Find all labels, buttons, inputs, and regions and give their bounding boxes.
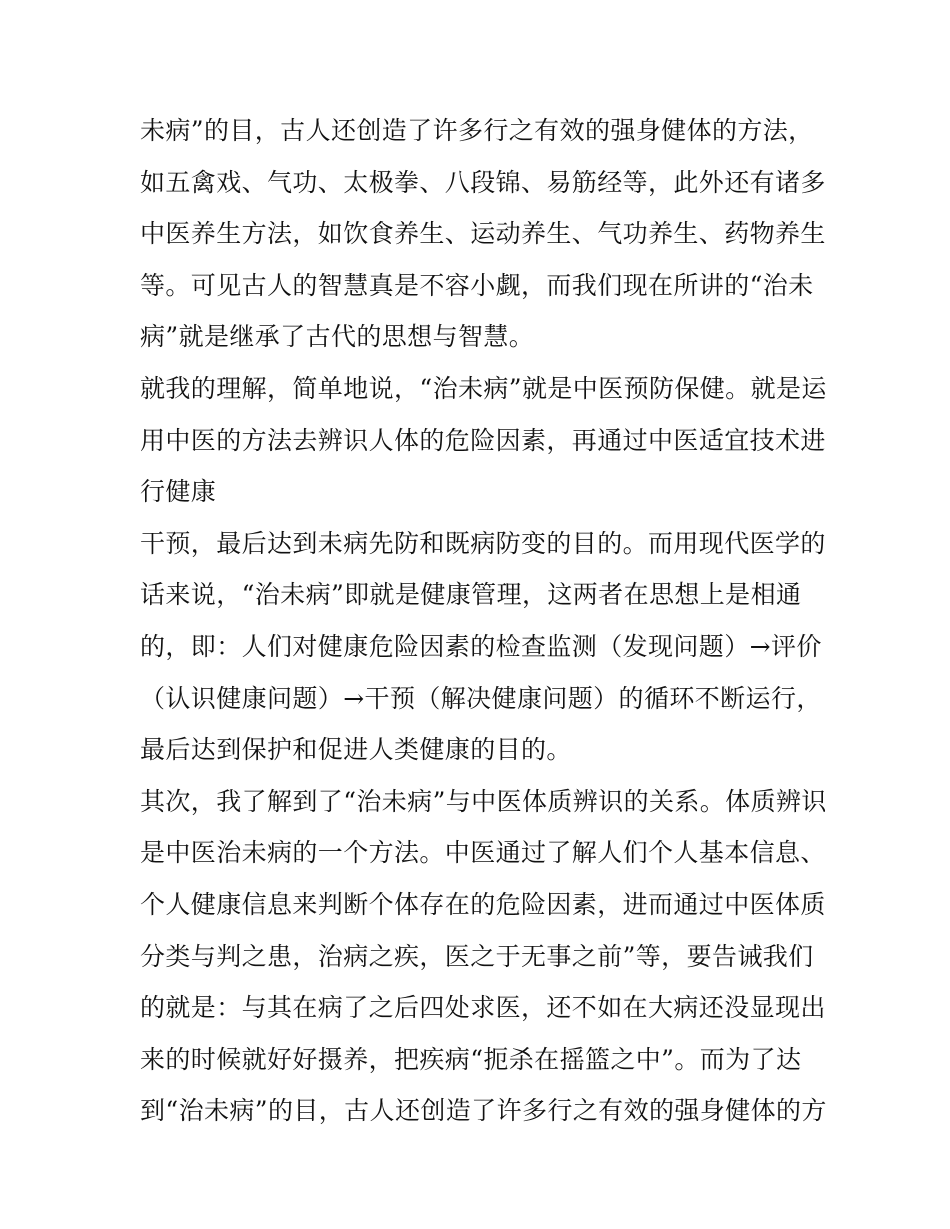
text-line: 最后达到保护和促进人类健康的目的。 bbox=[140, 735, 572, 765]
text-line: 来的时候就好好摄养，把疾病“扼杀在摇篮之中”。而为了达 bbox=[140, 1044, 802, 1074]
text-line: 到“治未病”的目，古人还创造了许多行之有效的强身健体的方 bbox=[140, 1096, 827, 1126]
text-line: 病”就是继承了古代的思想与智慧。 bbox=[140, 322, 535, 352]
text-line: 未病”的目，古人还创造了许多行之有效的强身健体的方法， bbox=[140, 116, 814, 145]
text-line: 行健康 bbox=[140, 477, 217, 507]
text-line: 的，即：人们对健康危险因素的检查监测（发现问题）→评价 bbox=[140, 631, 822, 661]
text-line: 话来说，“治未病”即就是健康管理，这两者在思想上是相通 bbox=[140, 580, 802, 610]
text-line: 个人健康信息来判断个体存在的危险因素，进而通过中医体质 bbox=[140, 889, 826, 919]
text-line: 干预，最后达到未病先防和既病防变的目的。而用现代医学的 bbox=[140, 528, 826, 558]
text-line: 中医养生方法，如饮食养生、运动养生、气功养生、药物养生 bbox=[140, 219, 826, 249]
body-text bbox=[140, 105, 827, 1137]
text-line: 其次，我了解到了“治未病”与中医体质辨识的关系。体质辨识 bbox=[140, 786, 827, 816]
text-line: 如五禽戏、气功、太极拳、八段锦、易筋经等，此外还有诸多 bbox=[140, 167, 826, 197]
text-line: 等。可见古人的智慧真是不容小觑，而我们现在所讲的“治未 bbox=[140, 270, 814, 300]
text-line: （认识健康问题）→干预（解决健康问题）的循环不断运行， bbox=[140, 683, 822, 713]
text-line: 是中医治未病的一个方法。中医通过了解人们个人基本信息、 bbox=[140, 838, 826, 868]
text-line: 用中医的方法去辨识人体的危险因素，再通过中医适宜技术进 bbox=[140, 425, 826, 455]
text-line: 的就是：与其在病了之后四处求医，还不如在大病还没显现出 bbox=[140, 993, 826, 1023]
text-line: 分类与判之患，治病之疾，医之于无事之前”等，要告诫我们 bbox=[140, 941, 814, 971]
text-line: 就我的理解，简单地说，“治未病”就是中医预防保健。就是运 bbox=[140, 373, 827, 403]
